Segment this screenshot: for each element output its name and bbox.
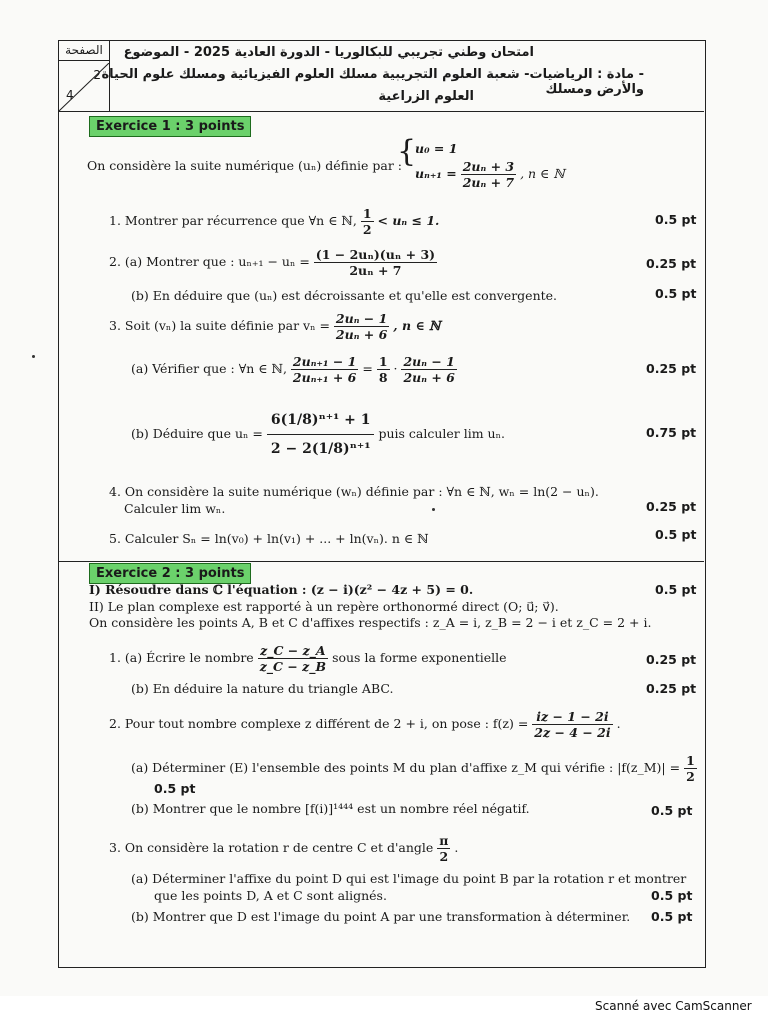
ex2-q3a: (a) Déterminer l'affixe du point D qui est l'image du point B par la rotation r et montrer bbox=[131, 871, 687, 886]
ex2-q2b-points: 0.5 pt bbox=[651, 803, 693, 818]
exercise-separator bbox=[59, 561, 704, 562]
ex2-q1a: 1. (a) Écrire le nombre $\frac{z\_C - z\_A}{z\_C - z\_B}$ sous la forme exponentielle bbox=[109, 643, 507, 674]
header-line-2: - مادة : الرياضيات- شعبة العلوم التجريبية مسلك العلوم الفيزيائية ومسلك علوم الحياة والأرض ومسلك bbox=[101, 67, 644, 97]
exam-frame bbox=[58, 40, 706, 968]
exam-header bbox=[59, 41, 704, 112]
exercise-1-title: Exercice 1 : 3 points bbox=[89, 116, 251, 137]
ex2-q3b-points: 0.5 pt bbox=[651, 909, 693, 924]
ex1-q2b-points: 0.5 pt bbox=[655, 286, 697, 301]
ex1-q1: 1. Montrer par récurrence que ∀n ∈ ℕ, $\frac{1}{2}$ < uₙ ≤ 1. bbox=[109, 206, 440, 237]
ex2-q3a-points: 0.5 pt bbox=[651, 888, 693, 903]
ex2-q2b: (b) Montrer que le nombre [f(i)]¹⁴⁴⁴ est un nombre réel négatif. bbox=[131, 801, 530, 816]
ex1-q4-points: 0.25 pt bbox=[646, 499, 697, 514]
ex2-q2: 2. Pour tout nombre complexe z différent de 2 + i, on pose : f(z) = $\frac{iz - 1 - 2i}{2z - 4 - 2i}$ . bbox=[109, 709, 621, 740]
ex2-part-i: I) Résoudre dans ℂ l'équation : (z − i)(z² − 4z + 5) = 0. bbox=[89, 582, 474, 597]
brace: { bbox=[397, 134, 417, 169]
ex2-q1a-points: 0.25 pt bbox=[646, 652, 697, 667]
ex2-part-ii: II) Le plan complexe est rapporté à un repère orthonormé direct (O; u⃗; v⃗). bbox=[89, 599, 559, 614]
exercise-2-title: Exercice 2 : 3 points bbox=[89, 563, 251, 584]
ex1-q3a-points: 0.25 pt bbox=[646, 361, 697, 376]
ex1-q4: 4. On considère la suite numérique (wₙ) définie par : ∀n ∈ ℕ, wₙ = ln(2 − uₙ). bbox=[109, 484, 599, 499]
page-number: 2 bbox=[93, 68, 101, 82]
scan-speck bbox=[32, 355, 35, 358]
page-label: الصفحة bbox=[59, 43, 109, 61]
ex1-q4-line2: Calculer lim wₙ. bbox=[124, 501, 226, 516]
ex1-q2a-points: 0.25 pt bbox=[646, 256, 697, 271]
ex1-q2b: (b) En déduire que (uₙ) est décroissante et qu'elle est convergente. bbox=[131, 288, 558, 303]
ex1-q3: 3. Soit (vₙ) la suite définie par vₙ = $\frac{\text{2uₙ − 1}}{\text{2uₙ + 6}}$ , n ∈ ℕ bbox=[109, 311, 441, 342]
page-total: 4 bbox=[66, 88, 74, 102]
ex2-q2a-points: 0.5 pt bbox=[154, 781, 196, 796]
ex1-intro: On considère la suite numérique (uₙ) définie par : bbox=[87, 158, 402, 173]
ex2-q1b: (b) En déduire la nature du triangle ABC. bbox=[131, 681, 394, 696]
ex1-q3b: (b) Déduire que uₙ = $\frac{\text{6(1/8)ⁿ⁺¹ + 1}}{\text{2 − 2(1/8)ⁿ⁺¹}}$ puis calculer lim uₙ. bbox=[131, 406, 505, 463]
ex1-q5-points: 0.5 pt bbox=[655, 527, 697, 542]
ex1-q3b-points: 0.75 pt bbox=[646, 425, 697, 440]
scanner-watermark: Scanné avec CamScanner bbox=[595, 999, 752, 1013]
ex2-q1b-points: 0.25 pt bbox=[646, 681, 697, 696]
ex2-q3a-line2: que les points D, A et C sont alignés. bbox=[154, 888, 387, 903]
header-line-3: العلوم الزراعية bbox=[378, 89, 474, 104]
ex2-q2a: (a) Déterminer (E) l'ensemble des points M du plan d'affixe z_M qui vérifie : |f(z_M)| = $\frac{1}{2}$ bbox=[131, 753, 695, 784]
ex2-q3b: (b) Montrer que D est l'image du point A par une transformation à déterminer. bbox=[131, 909, 631, 924]
ex1-def-2: uₙ₊₁ = $\frac{\text{2uₙ + 3}}{\text{2uₙ + 7}}$ , n ∈ ℕ bbox=[415, 159, 565, 190]
ex1-q5: 5. Calculer Sₙ = ln(v₀) + ln(v₁) + ... + ln(vₙ). n ∈ ℕ bbox=[109, 531, 429, 546]
ex1-q2a: 2. (a) Montrer que : uₙ₊₁ − uₙ = $\frac{\text{(1 − 2uₙ)(uₙ + 3)}}{\text{2uₙ + 7}}$ bbox=[109, 247, 436, 278]
ex2-part-ii-line2: On considère les points A, B et C d'affixes respectifs : z_A = i, z_B = 2 − i et z_C = 2 + i. bbox=[89, 615, 652, 630]
header-line-1: امتحان وطني تجريبي للبكالوريا - الدورة العادية 2025 - الموضوع bbox=[123, 45, 534, 60]
ex1-def-1: u₀ = 1 bbox=[415, 141, 458, 156]
ex1-q3a: (a) Vérifier que : ∀n ∈ ℕ, $\frac{\text{2uₙ₊₁ − 1}}{\text{2uₙ₊₁ + 6}}$ = $\frac{1}{8}$ · $\frac{\text{2uₙ − 1}}{\text{2uₙ + 6}}$ bbox=[131, 354, 455, 385]
ex1-q1-points: 0.5 pt bbox=[655, 212, 697, 227]
ex2-part-i-points: 0.5 pt bbox=[655, 582, 697, 597]
scan-speck bbox=[432, 508, 435, 511]
ex2-q3: 3. On considère la rotation r de centre C et d'angle $\frac{\pi}{2}$ . bbox=[109, 833, 459, 864]
